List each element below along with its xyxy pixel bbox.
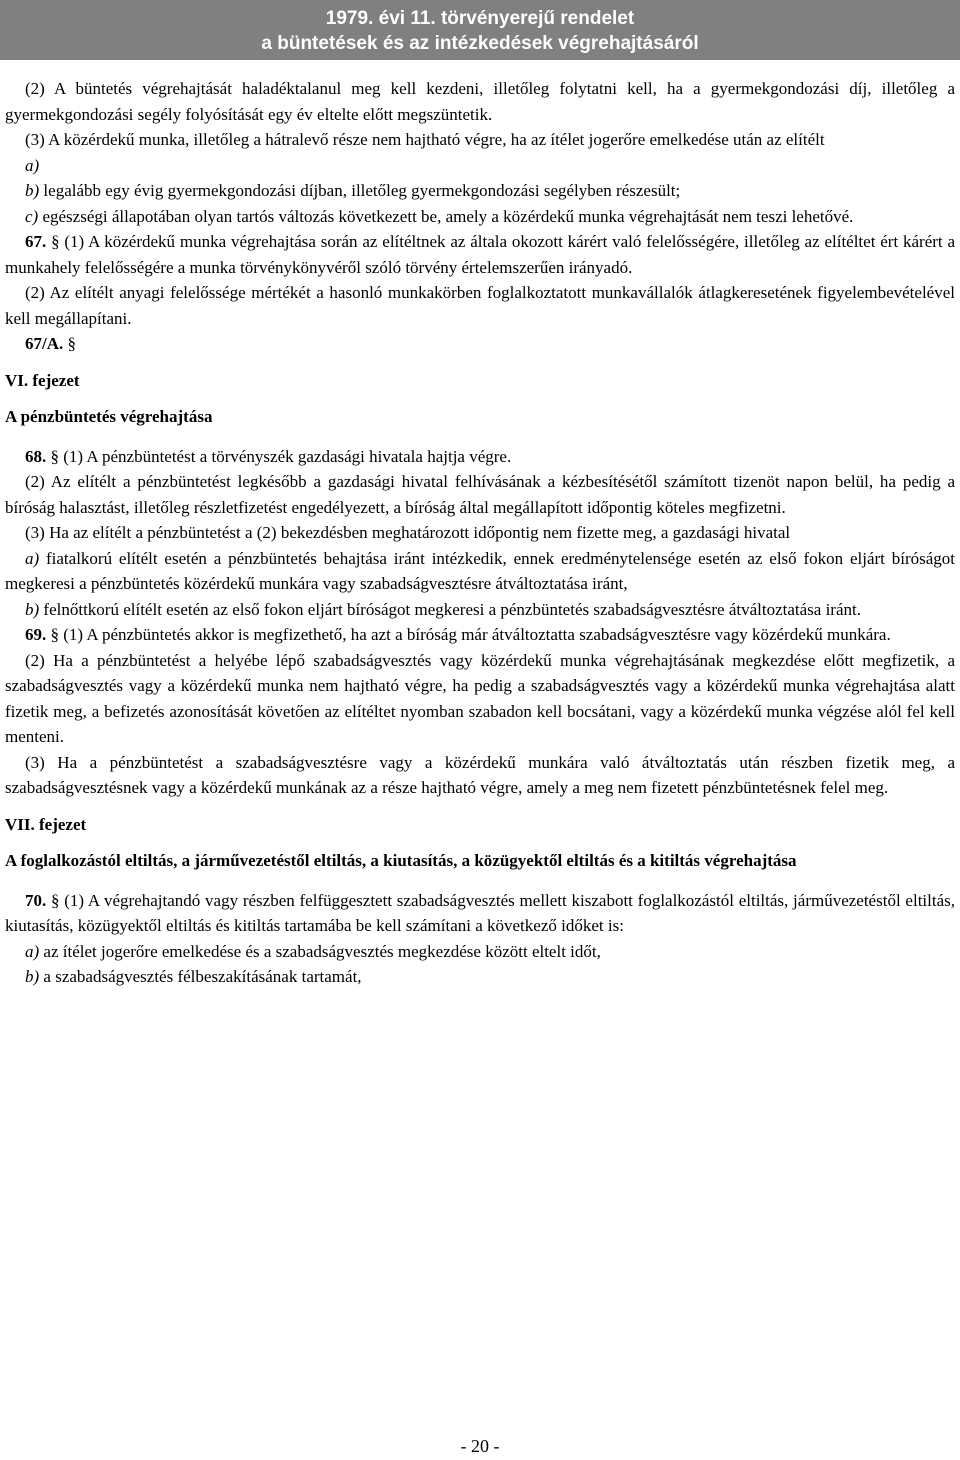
list-item-b — [5, 597, 955, 623]
spacer — [5, 430, 955, 444]
section-text: § (1) A pénzbüntetést a törvényszék gazdasági hivatala hajtja végre. — [46, 446, 512, 466]
list-item-b — [5, 964, 955, 990]
section-sign: § — [63, 334, 76, 353]
item-label: b) — [25, 599, 40, 619]
section-68-3: (3) Ha az elítélt a pénzbüntetést a (2) bekezdésben meghatározott időpontig nem fizette meg, a gazdasági hivatal — [25, 523, 791, 542]
header-title-line1: 1979. évi 11. törvényerejű rendelet — [325, 8, 635, 29]
section-68-2: (2) Az elítélt a pénzbüntetést legkésőbb a gazdasági hivatal felhívásának a kézbesítésétől számított tizenöt napon belül, ha pedig a bíróság halasztást, illetőleg részletfizetést engedélyezett, a bíróság által megállapított időpontig köteles megfizetni. — [5, 472, 955, 517]
document-header — [0, 0, 960, 60]
spacer — [5, 837, 955, 848]
item-text: a szabadságvesztés félbeszakításának tartamát, — [39, 967, 362, 986]
section-69-3: (3) Ha a pénzbüntetést a szabadságvesztésre vagy a közérdekű munkára való átváltoztatás után részben fizetik meg, a szabadságvesztésnek vagy a közérdekű munkának az a része hajtható végre, amely a meg nem fizetett pénzbüntetésnek felel meg. — [5, 752, 955, 797]
spacer — [5, 801, 955, 812]
item-text: egészségi állapotában olyan tartós változás következett be, amely a közérdekű munka végrehajtását nem teszi lehetővé. — [38, 206, 854, 226]
section-number: 70. — [25, 890, 47, 910]
document-body — [5, 76, 955, 990]
section-number: 67. — [25, 232, 47, 251]
section-69-2: (2) Ha a pénzbüntetést a helyébe lépő szabadságvesztés vagy közérdekű munka végrehajtásának megkezdése előtt megfizetik, a szabadságvesztés vagy a közérdekű munka nem hajtható végre, ha pedig a szabadságvesztés vagy a közérdekű munka végrehajtása alatt fizetik meg, a befizetés azonosítását követően az elítéltet nyomban szabadon kell bocsátani, vagy a közérdekű munka végzése alól fel kell menteni. — [5, 650, 955, 746]
spacer — [5, 874, 955, 888]
section-69 — [5, 622, 955, 648]
list-item-a — [5, 939, 955, 965]
section-number: 69. — [25, 625, 47, 644]
section-text: § (1) A pénzbüntetés akkor is megfizethető, ha azt a bíróság már átváltoztatta szabadságvesztésre vagy közérdekű munkára. — [46, 625, 891, 644]
chapter-6-subtitle: A pénzbüntetés végrehajtása — [5, 407, 213, 426]
header-title-line2: a büntetések és az intézkedések végrehajtásáról — [261, 33, 699, 54]
list-item-a — [5, 546, 955, 597]
paragraph-66-3: (3) A közérdekű munka, illetőleg a hátralevő része nem hajtható végre, ha az ítélet jogerőre emelkedése után az elítélt — [25, 130, 825, 149]
chapter-7-subtitle: A foglalkozástól eltiltás, a járművezetéstől eltiltás, a kiutasítás, a közügyektől eltiltás és a kitiltás végrehajtása — [5, 851, 797, 870]
page-number: - 20 - — [460, 1436, 500, 1456]
section-number: 68. — [25, 446, 47, 466]
section-text: § (1) A közérdekű munka végrehajtása során az elítéltnek az általa okozott kárért való felelősségére, illetőleg az elítéltet ért kárért a munkahely felelősségére a munka törvénykönyvéről szóló törvény értelemszerűen irányadó. — [5, 232, 955, 277]
section-67-2: (2) Az elítélt anyagi felelőssége mértékét a hasonló munkakörben foglalkoztatott munkavállalók átlagkeresetének figyelembevételével kell megállapítani. — [5, 283, 955, 328]
item-label: a) — [25, 548, 40, 568]
section-70 — [5, 888, 955, 939]
section-68 — [5, 444, 955, 470]
item-text: az ítélet jogerőre emelkedése és a szabadságvesztés megkezdése között eltelt időt, — [39, 941, 601, 961]
section-text: § (1) A végrehajtandó vagy részben felfüggesztett szabadságvesztés mellett kiszabott foglalkozástól eltiltás, járművezetéstől eltiltás, kiutasítás, közügyektől eltiltás és kitiltás tartamába be kell számítani a következő időket is: — [5, 890, 955, 935]
item-text: felnőttkorú elítélt esetén az első fokon eljárt bíróságot megkeresi a pénzbüntetés szabadságvesztésre átváltoztatása iránt. — [39, 599, 861, 619]
item-label: a) — [25, 941, 40, 961]
chapter-7-title: VII. fejezet — [5, 814, 87, 834]
spacer — [5, 393, 955, 404]
item-text: legalább egy évig gyermekgondozási díjban, illetőleg gyermekgondozási segélyben részesült; — [39, 181, 681, 200]
list-item-b — [5, 178, 955, 204]
section-number: 67/A. — [25, 334, 64, 353]
item-label: b) — [25, 181, 40, 200]
list-item-a — [5, 153, 955, 179]
item-label: a) — [25, 155, 40, 175]
paragraph-66-2: (2) A büntetés végrehajtását haladéktalanul meg kell kezdeni, illetőleg folytatni kell, ha a gyermekgondozási díj, illetőleg a gyermekgondozási segély folyósítását egy év eltelte előtt megszüntetik. — [5, 79, 955, 124]
item-text: fiatalkorú elítélt esetén a pénzbüntetés behajtása iránt intézkedik, ennek eredménytelensége esetén az első fokon eljárt bíróságot megkeresi a pénzbüntetés közérdekű munkára vagy szabadságvesztésre átváltoztatása iránt, — [5, 548, 955, 593]
chapter-6-title: VI. fejezet — [5, 370, 80, 390]
item-label: c) — [25, 206, 39, 226]
spacer — [5, 357, 955, 368]
section-67a — [5, 331, 955, 357]
section-67 — [5, 229, 955, 280]
list-item-c — [5, 204, 955, 230]
item-label: b) — [25, 967, 40, 986]
